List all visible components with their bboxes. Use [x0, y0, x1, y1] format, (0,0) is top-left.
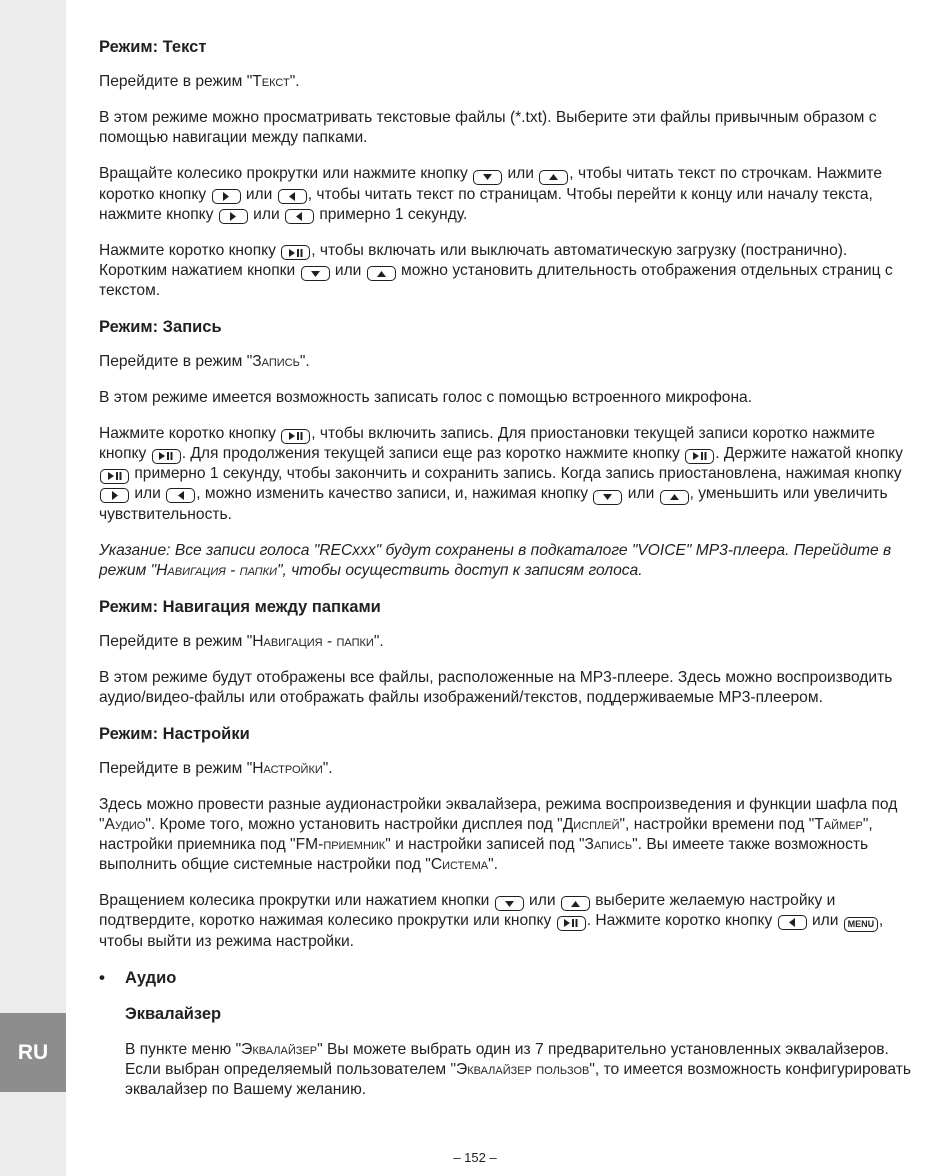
down-button-icon [301, 266, 330, 281]
settings-mode-p1: Перейдите в режим "Настройки". [99, 759, 333, 777]
heading-settings-mode: Режим: Настройки [99, 724, 250, 743]
play-pause-button-icon [557, 916, 586, 931]
record-mode-p2: В этом режиме имеется возможность записать голос с помощью встроенного микрофона. [99, 389, 753, 406]
up-button-icon [367, 266, 396, 281]
play-pause-button-icon [281, 429, 310, 444]
language-label: RU [17, 1040, 49, 1064]
text-mode-p4: Нажмите коротко кнопку , чтобы включать или выключать автоматическую загрузку (постранично). Коротким нажатием кнопки или можно установить длительность отображения отдельных страниц с текстом. [99, 241, 893, 299]
left-button-icon [778, 915, 807, 930]
page-content [99, 37, 914, 1100]
play-pause-button-icon [100, 469, 129, 484]
page-number: – 152 – [453, 1150, 497, 1165]
heading-equalizer: Эквалайзер [125, 1005, 222, 1023]
right-button-icon [219, 209, 248, 224]
heading-audio: Аудио [125, 969, 177, 987]
audio-bullet [99, 968, 914, 988]
record-mode-p3: Нажмите коротко кнопку , чтобы включить запись. Для приостановки текущей записи коротко нажмите кнопку . Для продолжения текущей записи еще раз коротко нажмите кнопку . Держите нажатой кнопку примерно 1 секунду, чтобы закончить и сохранить запись. Когда запись приостановлена, нажимая кнопку или , можно изменить качество записи, и, нажимая кнопку или , уменьшить или увеличить чувствительность. [99, 425, 903, 523]
heading-text-mode: Режим: Текст [99, 38, 207, 56]
menu-button-icon: MENU [844, 917, 878, 932]
equalizer-p2: Если выбран определяемый пользователем "Эквалайзер пользов", то имеется возможность конфигурировать эквалайзер по Вашему желанию. [125, 1061, 911, 1098]
settings-mode-p2: Здесь можно провести разные аудионастройки эквалайзера, режима воспроизведения и функции шафла под "Аудио". Кроме того, можно установить настройки дисплея под "Дисплей", настройки времени под "Таймер", настройки приемника под "FM-приемник" и настройки записей под "Запись". Вы имеете также возможность выполнить общие системные настройки под "Система". [99, 795, 898, 873]
play-pause-button-icon [281, 245, 310, 260]
up-button-icon [539, 170, 568, 185]
up-button-icon [561, 896, 590, 911]
text-mode-p2: В этом режиме можно просматривать текстовые файлы (*.txt). Выберите эти файлы привычным образом с помощью навигации между папками. [99, 109, 877, 146]
equalizer-p1: В пункте меню "Эквалайзер" Вы можете выбрать один из 7 предварительно установленных эквалайзеров. [125, 1041, 889, 1058]
down-button-icon [473, 170, 502, 185]
navigation-mode-p1: Перейдите в режим "Навигация - папки". [99, 632, 384, 650]
right-button-icon [212, 189, 241, 204]
equalizer-section [99, 1004, 914, 1100]
down-button-icon [495, 896, 524, 911]
left-button-icon [285, 209, 314, 224]
settings-mode-p3: Вращением колесика прокрутки или нажатием кнопки или выберите желаемую настройку и подтвердите, коротко нажимая колесико прокрутки или кнопку . Нажмите коротко кнопку или MENU , чтобы выйти из режима настройки. [99, 891, 884, 950]
down-button-icon [593, 490, 622, 505]
heading-navigation-mode: Режим: Навигация между папками [99, 597, 381, 616]
sidebar [0, 0, 66, 1176]
record-mode-p1: Перейдите в режим "Запись". [99, 353, 310, 370]
bullet-mark: • [99, 968, 105, 987]
record-mode-note: Указание: Все записи голоса "RECxxx" будут сохранены в подкаталоге "VOICE" MP3-плеера. Перейдите в режим "Навигация - папки", чтобы осуществить доступ к записям голоса. [99, 541, 892, 579]
heading-record-mode: Режим: Запись [99, 318, 222, 336]
left-button-icon [278, 189, 307, 204]
play-pause-button-icon [685, 449, 714, 464]
text-mode-p1: Перейдите в режим "Текст". [99, 73, 300, 90]
up-button-icon [660, 490, 689, 505]
right-button-icon [100, 488, 129, 503]
left-button-icon [166, 488, 195, 503]
language-tab [0, 1013, 66, 1092]
text-mode-p3: Вращайте колесико прокрутки или нажмите кнопку или , чтобы читать текст по строчкам. Нажмите коротко кнопку или , чтобы читать текст по страницам. Чтобы перейти к концу или началу текста, нажмите кнопку или примерно 1 секунду. [99, 165, 883, 223]
play-pause-button-icon [152, 449, 181, 464]
navigation-mode-p2: В этом режиме будут отображены все файлы, расположенные на MP3-плеере. Здесь можно воспроизводить аудио/видео-файлы или отображать файлы изображений/текстов, поддерживаемые MP3-плеером. [99, 668, 893, 706]
